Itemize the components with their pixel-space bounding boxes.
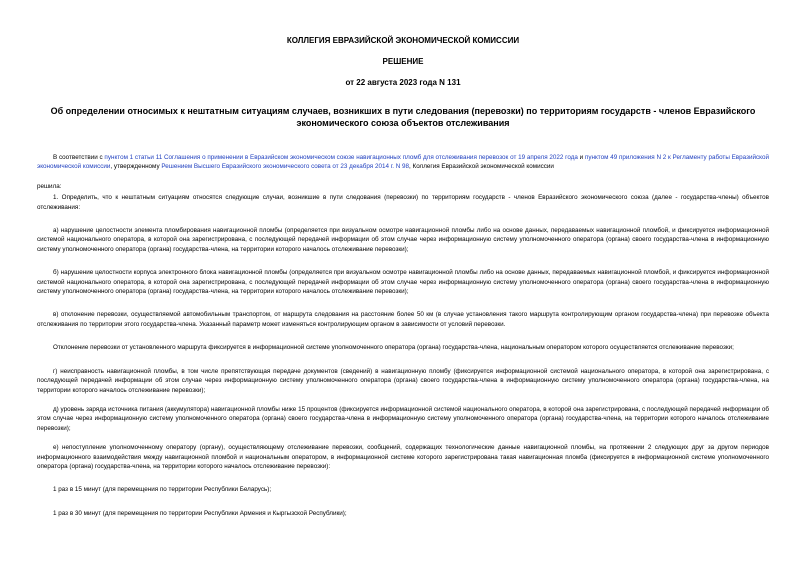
preamble-paragraph	[37, 153, 769, 172]
item-a: а) нарушение целостности элемента пломбирования навигационной пломбы (определяется при визуальном осмотре навигационной пломбы либо на основе данных, передаваемых навигационной пломбой, и фиксируется информационной системой национального оператора, в которой она зарегистрирована, с последующей передачей информации об этом случае через информационную систему уполномоченного оператора (органа) своего государства-члена в информационную систему уполномоченного оператора (органа) государства-члена, на территории которого началось отслеживание перевозки);	[37, 227, 769, 253]
sub-item-1: 1 раз в 15 минут (для перемещения по территории Республики Беларусь);	[53, 486, 272, 494]
issuing-body: КОЛЛЕГИЯ ЕВРАЗИЙСКОЙ ЭКОНОМИЧЕСКОЙ КОМИССИИ	[286, 36, 520, 45]
document-title: Об определении относимых к нештатным ситуациям случаев, возникших в пути следования (перевозки) по территориям государств - членов Евразийского экономического союза объектов отслеживания	[50, 106, 756, 128]
paragraph-1: 1. Определить, что к нештатным ситуациям относятся следующие случаи, возникшие в пути следования (перевозки) по территориям государств - членов Евразийского экономического союза (далее - государства-члены) объектов отслеживания:	[37, 194, 769, 211]
preamble-text-4: , Коллегия Евразийской экономической комиссии	[409, 163, 554, 171]
document-type: РЕШЕНИЕ	[382, 57, 424, 66]
agreement-article-link[interactable]: пунктом 1 статьи 11 Соглашения о применении в Евразийском экономическом союзе навигационных пломб для отслеживания перевозок от 19 апреля 2022 года	[104, 154, 578, 161]
document-date-number: от 22 августа 2023 года N 131	[345, 78, 461, 87]
regulation-annex-link[interactable]: пунктом 49 приложения N 2 к Регламенту работы Евразийской экономической комиссии	[37, 154, 770, 171]
document	[37, 36, 769, 518]
resolved-label: решила:	[37, 182, 62, 190]
item-d: д) уровень заряда источника питания (аккумулятора) навигационной пломбы ниже 15 процентов (фиксируется информационной системой национального оператора, в которой она зарегистрирована, с последующей передачей информации об этом случае через информационную систему уполномоченного оператора (органа) своего государства-члена в информационную систему уполномоченного оператора (органа) государства-члена, на территории которого началось отслеживание перевозки);	[37, 405, 769, 432]
item-g: г) неисправность навигационной пломбы, в том числе препятствующая передаче документов (сведений) в навигационную пломбу (фиксируется информационной системой национального оператора, в которой она зарегистрирована, с последующей передачей информации об этом случае через информационную систему уполномоченного оператора (органа) своего государства-члена в информационную систему уполномоченного оператора (органа) государства-члена, на территории которого началось отслеживание перевозки);	[37, 367, 769, 394]
preamble-text-1: В соответствии с	[53, 154, 105, 161]
sub-item-2: 1 раз в 30 минут (для перемещения по территории Республики Армения и Кыргызской Республики);	[53, 509, 347, 517]
council-decision-link[interactable]: Решением Высшего Евразийского экономического совета от 23 декабря 2014 г. N 98	[161, 163, 410, 171]
item-v-note: Отклонение перевозки от установленного маршрута фиксируется в информационной системе уполномоченного оператора (органа) государства-члена, национальным оператором которого осуществляется отслеживание перевозки;	[53, 344, 734, 352]
preamble-text-3: , утвержденному	[110, 163, 162, 171]
preamble-text-2: и	[577, 154, 585, 161]
item-v: в) отклонение перевозки, осуществляемой автомобильным транспортом, от маршрута следования на расстояние более 50 км (в случае установления такого маршрута контролирующим органом государства-члена) при перевозке объекта отслеживания по территории этого государства-члена. Указанный параметр может изменяться контролирующим органом в зависимости от условий перевозки.	[37, 311, 769, 328]
item-e: е) непоступление уполномоченному оператору (органу), осуществляющему отслеживание перевозки, сообщений, содержащих технологические данные навигационной пломбы, на протяжении 2 следующих друг за другом периодов информационного взаимодействия между навигационной пломбой и национальным оператором, в информационной системе которого зарегистрирована такая навигационная пломба (фиксируется в информационной системе уполномоченного оператора (органа) государства-члена, на территории которого началось отслеживание перевозки):	[37, 444, 769, 470]
item-b: б) нарушение целостности корпуса электронного блока навигационной пломбы (определяется при визуальном осмотре навигационной пломбы либо на основе данных, передаваемых навигационной пломбой, и фиксируется информационной системой национального оператора, в которой она зарегистрирована, с последующей передачей информации об этом случае через информационную систему уполномоченного оператора (органа) своего государства-члена в информационную систему уполномоченного оператора (органа) государства-члена, на территории которого началось отслеживание перевозки);	[37, 269, 769, 296]
